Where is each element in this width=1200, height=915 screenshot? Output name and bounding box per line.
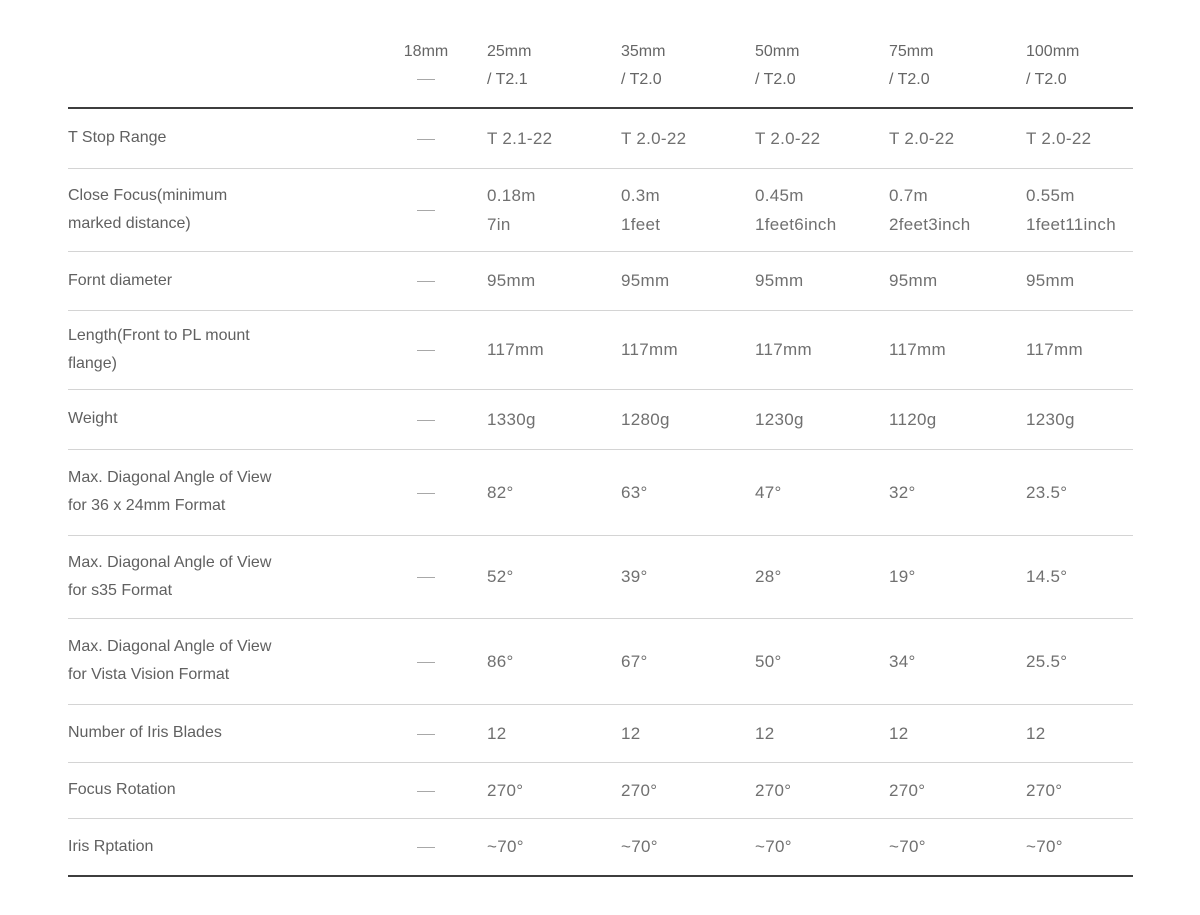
cell-value: 1230g [755, 409, 804, 429]
header-focal-length: 50mm [755, 43, 800, 60]
cell-50mm [755, 535, 889, 618]
header-tstop: / T2.0 [755, 71, 796, 88]
row-label [68, 449, 365, 535]
cell-18mm [365, 108, 487, 168]
row-label-line: for 36 x 24mm Format [68, 497, 226, 514]
cell-35mm [621, 310, 755, 389]
cell-50mm [755, 251, 889, 310]
cell-50mm [755, 449, 889, 535]
header-col-100mm [1026, 26, 1133, 108]
cell-value: 19° [889, 567, 916, 586]
row-label-line: Number of Iris Blades [68, 724, 222, 741]
cell-75mm [889, 108, 1026, 168]
cell-35mm [621, 389, 755, 449]
header-col-75mm [889, 26, 1026, 108]
cell-100mm [1026, 704, 1133, 762]
table-row [68, 389, 1133, 449]
cell-75mm [889, 618, 1026, 704]
cell-50mm [755, 108, 889, 168]
cell-75mm [889, 449, 1026, 535]
cell-value: 95mm [1026, 271, 1075, 290]
table-row [68, 618, 1133, 704]
cell-value: 2feet3inch [889, 214, 971, 234]
cell-35mm [621, 535, 755, 618]
cell-35mm [621, 108, 755, 168]
cell-value: 1330g [487, 409, 536, 429]
cell-value: 1feet11inch [1026, 214, 1116, 234]
cell-18mm [365, 704, 487, 762]
cell-35mm [621, 251, 755, 310]
cell-18mm [365, 762, 487, 818]
cell-value: 0.55m [1026, 185, 1075, 205]
header-tstop: / T2.0 [1026, 71, 1067, 88]
cell-50mm [755, 310, 889, 389]
header-focal-length: 25mm [487, 43, 532, 60]
cell-value: 7in [487, 214, 511, 234]
spec-table-header [68, 26, 1133, 108]
row-label-line: for Vista Vision Format [68, 666, 230, 683]
cell-25mm [487, 168, 621, 251]
cell-75mm [889, 389, 1026, 449]
cell-18mm [365, 251, 487, 310]
row-label [68, 389, 365, 449]
cell-value: 270° [487, 780, 524, 800]
dash-icon [417, 662, 435, 663]
cell-25mm [487, 818, 621, 876]
cell-50mm [755, 762, 889, 818]
header-focal-length: 18mm [403, 43, 449, 60]
cell-18mm [365, 618, 487, 704]
table-row [68, 108, 1133, 168]
cell-value: 12 [487, 723, 507, 743]
cell-value: 270° [621, 780, 658, 800]
dash-icon [417, 281, 435, 282]
cell-75mm [889, 762, 1026, 818]
header-col-50mm [755, 26, 889, 108]
cell-25mm [487, 310, 621, 389]
cell-value: 52° [487, 567, 514, 586]
row-label-line: Weight [68, 410, 118, 427]
cell-value: 39° [621, 567, 648, 586]
cell-18mm [365, 310, 487, 389]
cell-value: 50° [755, 651, 782, 671]
cell-50mm [755, 618, 889, 704]
cell-25mm [487, 449, 621, 535]
header-focal-length: 35mm [621, 43, 666, 60]
header-col-35mm [621, 26, 755, 108]
cell-18mm [365, 168, 487, 251]
cell-value: 86° [487, 651, 514, 671]
cell-25mm [487, 251, 621, 310]
cell-value: ~70° [755, 837, 792, 857]
cell-value: 47° [755, 482, 782, 502]
cell-50mm [755, 168, 889, 251]
row-label [68, 168, 365, 251]
cell-value: 117mm [621, 340, 678, 359]
cell-value: 34° [889, 651, 916, 671]
row-label-line: Max. Diagonal Angle of View [68, 553, 272, 571]
header-tstop: / T2.1 [487, 71, 528, 88]
cell-value: 32° [889, 482, 916, 502]
row-label-line: Iris Rptation [68, 837, 154, 855]
cell-value: ~70° [889, 837, 926, 857]
cell-value: 117mm [487, 340, 544, 359]
cell-value: 1feet6inch [755, 214, 837, 234]
row-label [68, 310, 365, 389]
cell-100mm [1026, 108, 1133, 168]
cell-35mm [621, 762, 755, 818]
table-row [68, 704, 1133, 762]
row-label-line: T Stop Range [68, 129, 167, 147]
cell-100mm [1026, 251, 1133, 310]
cell-18mm [365, 535, 487, 618]
cell-100mm [1026, 310, 1133, 389]
cell-75mm [889, 704, 1026, 762]
cell-100mm [1026, 449, 1133, 535]
cell-value: 95mm [755, 271, 804, 290]
header-col-18mm [365, 26, 487, 108]
header-spacer [68, 26, 365, 108]
dash-icon [417, 350, 435, 351]
table-row [68, 535, 1133, 618]
row-label-line: Close Focus(minimum [68, 186, 228, 204]
row-label-line: Focus Rotation [68, 781, 176, 798]
dash-icon [417, 847, 435, 848]
row-label-line: Max. Diagonal Angle of View [68, 469, 272, 486]
cell-18mm [365, 389, 487, 449]
row-label-line: marked distance) [68, 214, 191, 232]
cell-value: ~70° [1026, 837, 1063, 857]
row-label [68, 108, 365, 168]
cell-18mm [365, 818, 487, 876]
table-row [68, 251, 1133, 310]
header-col-25mm [487, 26, 621, 108]
cell-value: 95mm [621, 271, 670, 290]
cell-75mm [889, 310, 1026, 389]
dash-icon [417, 420, 435, 421]
cell-35mm [621, 704, 755, 762]
cell-value: 14.5° [1026, 567, 1068, 586]
dash-icon [417, 577, 435, 578]
cell-value: T 2.0-22 [755, 128, 821, 148]
cell-50mm [755, 389, 889, 449]
cell-value: 270° [755, 780, 792, 800]
cell-value: 117mm [1026, 340, 1083, 359]
cell-value: T 2.1-22 [487, 128, 553, 148]
cell-value: 0.3m [621, 185, 660, 205]
table-row [68, 168, 1133, 251]
cell-value: T 2.0-22 [889, 128, 955, 148]
cell-50mm [755, 704, 889, 762]
cell-value: 1feet [621, 214, 661, 234]
cell-value: ~70° [487, 837, 524, 857]
cell-100mm [1026, 168, 1133, 251]
cell-value: 117mm [889, 340, 946, 359]
cell-value: 95mm [487, 271, 536, 290]
row-label [68, 762, 365, 818]
header-tstop: / T2.0 [621, 71, 662, 88]
cell-value: 1280g [621, 409, 670, 429]
dash-icon [417, 791, 435, 792]
row-label-line: Max. Diagonal Angle of View [68, 638, 272, 655]
cell-100mm [1026, 762, 1133, 818]
table-row [68, 449, 1133, 535]
cell-value: 117mm [755, 340, 812, 359]
cell-value: 67° [621, 651, 648, 671]
cell-value: ~70° [621, 837, 658, 857]
cell-100mm [1026, 618, 1133, 704]
dash-icon [417, 734, 435, 735]
cell-value: 270° [1026, 780, 1063, 800]
dash-icon [417, 493, 435, 494]
cell-35mm [621, 818, 755, 876]
row-label-line: for s35 Format [68, 581, 173, 599]
cell-value: 12 [755, 723, 775, 743]
cell-18mm [365, 449, 487, 535]
cell-value: 12 [621, 723, 641, 743]
row-label-line: Fornt diameter [68, 271, 173, 289]
cell-value: 12 [1026, 723, 1046, 743]
cell-35mm [621, 168, 755, 251]
row-label [68, 704, 365, 762]
header-focal-length: 100mm [1026, 43, 1080, 60]
cell-value: 63° [621, 482, 648, 502]
row-label [68, 535, 365, 618]
header-row [68, 26, 1133, 108]
cell-value: 12 [889, 723, 909, 743]
row-label [68, 818, 365, 876]
cell-25mm [487, 618, 621, 704]
row-label-line: Length(Front to PL mount [68, 326, 250, 344]
cell-35mm [621, 618, 755, 704]
dash-icon [417, 139, 435, 140]
spec-table-body [68, 108, 1133, 876]
cell-value: 1120g [889, 409, 937, 429]
cell-value: 0.45m [755, 185, 804, 205]
cell-value: 95mm [889, 271, 938, 290]
cell-75mm [889, 818, 1026, 876]
cell-value: T 2.0-22 [1026, 128, 1092, 148]
cell-value: 82° [487, 482, 514, 502]
lens-spec-table [68, 26, 1133, 877]
cell-25mm [487, 389, 621, 449]
dash-icon [417, 210, 435, 211]
cell-75mm [889, 535, 1026, 618]
cell-value: 23.5° [1026, 482, 1068, 502]
cell-50mm [755, 818, 889, 876]
cell-100mm [1026, 535, 1133, 618]
cell-100mm [1026, 389, 1133, 449]
cell-75mm [889, 168, 1026, 251]
cell-25mm [487, 704, 621, 762]
cell-100mm [1026, 818, 1133, 876]
table-row [68, 762, 1133, 818]
cell-value: 0.7m [889, 185, 928, 205]
cell-value: 1230g [1026, 409, 1075, 429]
header-tstop: / T2.0 [889, 71, 930, 88]
cell-value: 270° [889, 780, 926, 800]
cell-value: 25.5° [1026, 651, 1068, 671]
cell-value: T 2.0-22 [621, 128, 687, 148]
cell-25mm [487, 762, 621, 818]
dash-icon [417, 79, 435, 80]
cell-25mm [487, 535, 621, 618]
row-label [68, 618, 365, 704]
cell-25mm [487, 108, 621, 168]
table-row [68, 310, 1133, 389]
header-focal-length: 75mm [889, 43, 934, 60]
cell-value: 0.18m [487, 185, 536, 205]
cell-value: 28° [755, 567, 782, 586]
cell-75mm [889, 251, 1026, 310]
cell-35mm [621, 449, 755, 535]
row-label [68, 251, 365, 310]
row-label-line: flange) [68, 354, 117, 372]
table-row [68, 818, 1133, 876]
